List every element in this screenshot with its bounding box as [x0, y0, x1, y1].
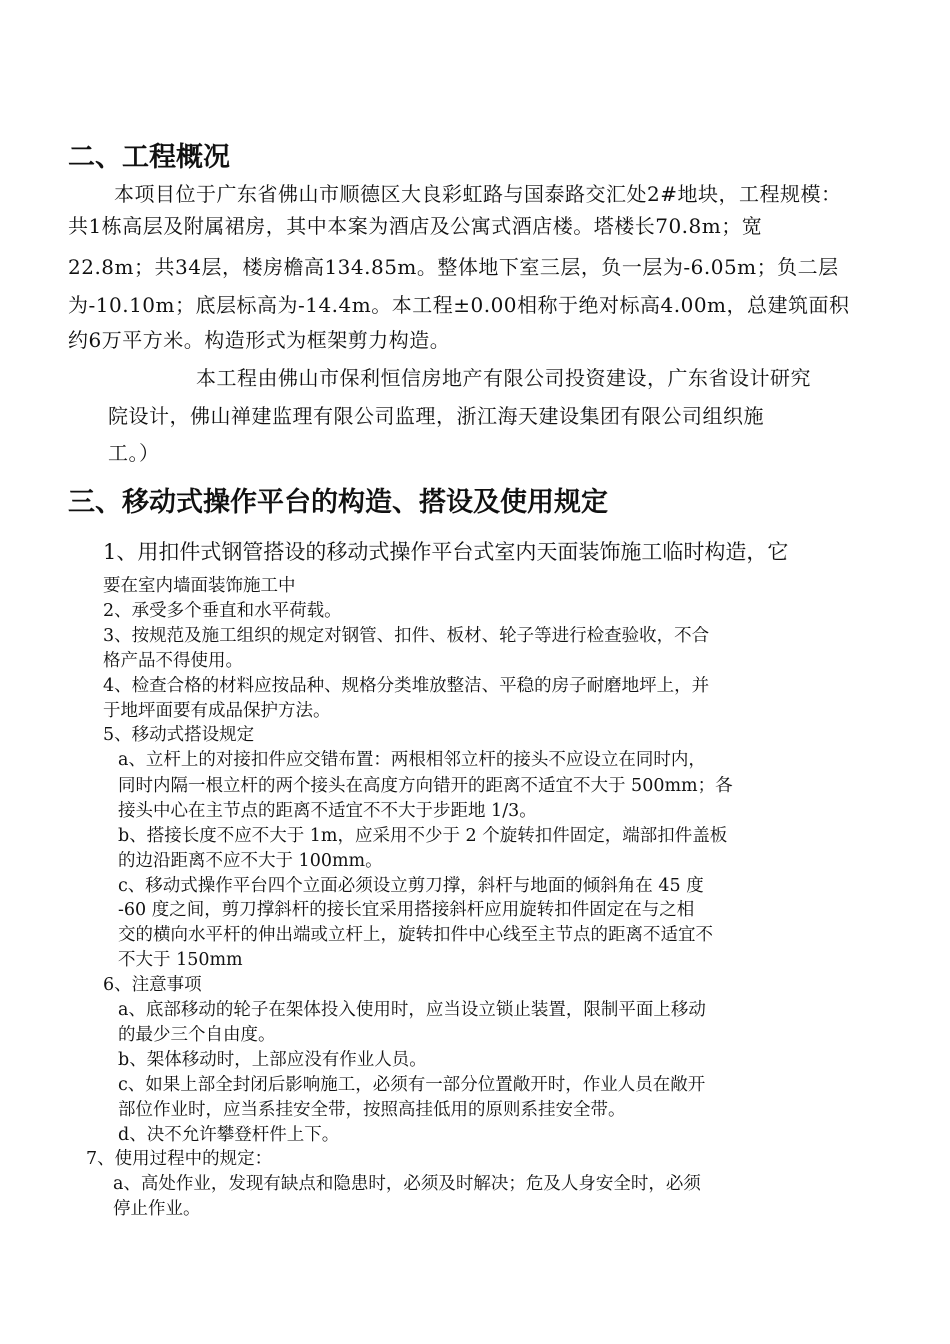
item-6a-line-1: a、底部移动的轮子在架体投入使用时，应当设立锁止装置，限制平面上移动	[118, 1000, 706, 1020]
overview-p2-line-2: 院设计，佛山禅建监理有限公司监理，浙江海天建设集团有限公司组织施	[108, 404, 764, 428]
item-4-line-1: 4、检查合格的材料应按品种、规格分类堆放整洁、平稳的房子耐磨地坪上，并	[103, 676, 710, 696]
item-3-line-1: 3、按规范及施工组织的规定对钢管、扣件、板材、轮子等进行检查验收，不合	[103, 626, 710, 646]
item-3-line-2: 格产品不得使用。	[103, 651, 243, 671]
item-5a-line-1: a、立杆上的对接扣件应交错布置：两根相邻立杆的接头不应设立在同时内，	[118, 750, 706, 770]
item-1-line-1: 1、用扣件式钢管搭设的移动式操作平台式室内天面装饰施工临时构造，它	[103, 540, 789, 564]
item-5a-line-3: 接头中心在主节点的距离不适宜不不大于步距地 1/3。	[118, 801, 537, 821]
item-5b-line-1: b、搭接长度不应不大于 1m，应采用不少于 2 个旋转扣件固定，端部扣件盖板	[118, 826, 728, 846]
item-5-title: 5、移动式搭设规定	[103, 725, 255, 745]
overview-line-4: 为-10.10m；底层标高为-14.4m。本工程±0.00相称于绝对标高4.00m，总建筑面积	[68, 293, 850, 317]
item-2: 2、承受多个垂直和水平荷载。	[103, 601, 342, 621]
item-5c-line-2: -60 度之间，剪刀撑斜杆的接长宜采用搭接斜杆应用旋转扣件固定在与之相	[118, 900, 695, 920]
item-5a-line-2: 同时内隔一根立杆的两个接头在高度方向错开的距离不适宜不大于 500mm；各	[118, 776, 733, 796]
item-5c-line-4: 不大于 150mm	[118, 950, 243, 970]
item-6b: b、架体移动时，上部应没有作业人员。	[118, 1050, 427, 1070]
section-2-heading: 二、工程概况	[68, 142, 230, 173]
section-3-heading: 三、移动式操作平台的构造、搭设及使用规定	[68, 487, 608, 518]
item-7-title: 7、使用过程中的规定：	[86, 1149, 273, 1169]
item-7a-line-1: a、高处作业，发现有缺点和隐患时，必须及时解决；危及人身安全时，必须	[113, 1174, 701, 1194]
overview-line-3: 22.8m；共34层，楼房檐高134.85m。整体地下室三层，负一层为-6.05m；负二层	[68, 255, 839, 279]
item-6-title: 6、注意事项	[103, 975, 202, 995]
item-6d: d、决不允许攀登杆件上下。	[118, 1125, 340, 1145]
item-4-line-2: 于地坪面要有成品保护方法。	[103, 701, 331, 721]
overview-p2-line-1: 本工程由佛山市保利恒信房地产有限公司投资建设，广东省设计研究	[196, 366, 811, 390]
item-6c-line-2: 部位作业时，应当系挂安全带，按照高挂低用的原则系挂安全带。	[118, 1100, 626, 1120]
item-6a-line-2: 的最少三个自由度。	[118, 1025, 276, 1045]
item-7a-line-2: 停止作业。	[113, 1199, 201, 1219]
overview-line-5: 约6万平方米。构造形式为框架剪力构造。	[68, 328, 451, 352]
overview-line-1: 本项目位于广东省佛山市顺德区大良彩虹路与国泰路交汇处2#地块，工程规模：	[114, 182, 842, 206]
overview-p2-line-3: 工。）	[108, 441, 160, 465]
overview-line-2: 共1栋高层及附属裙房，其中本案为酒店及公寓式酒店楼。塔楼长70.8m；宽	[68, 214, 763, 238]
item-6c-line-1: c、如果上部全封闭后影响施工，必须有一部分位置敞开时，作业人员在敞开	[118, 1075, 706, 1095]
item-1-line-2: 要在室内墙面装饰施工中	[103, 576, 296, 596]
item-5b-line-2: 的边沿距离不应不大于 100mm。	[118, 851, 383, 871]
item-5c-line-3: 交的横向水平杆的伸出端或立杆上，旋转扣件中心线至主节点的距离不适宜不	[118, 925, 713, 945]
item-5c-line-1: c、移动式操作平台四个立面必须设立剪刀撑，斜杆与地面的倾斜角在 45 度	[118, 876, 704, 896]
